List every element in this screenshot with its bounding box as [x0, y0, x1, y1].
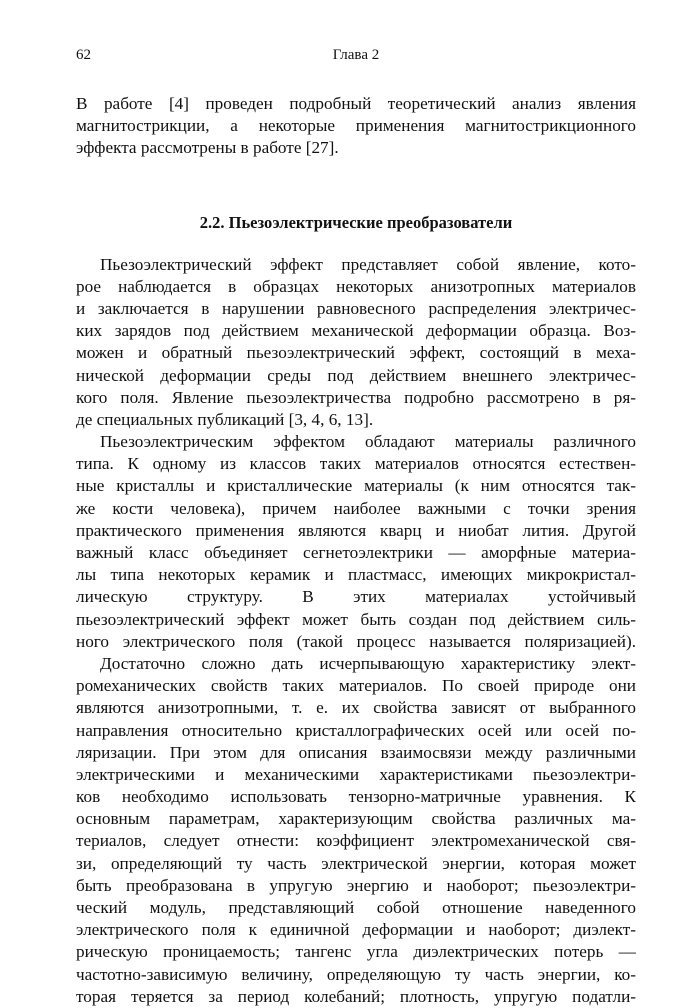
text-line: частотно-зависимую величину, определяющую ту часть энергии, ко- [76, 964, 636, 984]
text-line: ные кристаллы и кристаллические материалы (к ним относятся так- [76, 476, 636, 496]
text-line: ких зарядов под действием механической деформации образца. Воз- [76, 321, 636, 341]
text-line: эффекта рассмотрены в работе [27]. [76, 138, 339, 158]
text-line: же кости человека), причем наиболее важными с точки зрения [76, 498, 636, 518]
paragraph-2 [76, 431, 636, 653]
text-line: рое наблюдается в образцах некоторых анизотропных материалов [76, 276, 636, 296]
text-line: ляризации. При этом для описания взаимосвязи между различными [76, 742, 636, 762]
text-line: можен и обратный пьезоэлектрический эффект, состоящий в меха- [76, 343, 636, 363]
text-line: и заключается в нарушении равновесного распределения электричес- [76, 298, 636, 318]
page-body [76, 93, 636, 1008]
text-line: Пьезоэлектрический эффект представляет собой явление, кото- [100, 254, 636, 274]
text-line: ромеханических свойств таких материалов. По своей природе они [76, 676, 636, 696]
text-line: направления относительно кристаллографических осей или осей по- [76, 720, 636, 740]
intro-paragraph [76, 93, 636, 160]
page-number: 62 [76, 47, 91, 63]
text-line: ческий модуль, представляющий собой отношение наведенного [76, 898, 636, 917]
text-line: магнитострикции, а некоторые применения магнитострикционного [76, 116, 636, 136]
text-line: важный класс объединяет сегнетоэлектрики — аморфные материа- [76, 543, 636, 562]
text-line: являются анизотропными, т. е. их свойства зависят от выбранного [76, 698, 636, 718]
text-line: быть преобразована в упругую энергию и наоборот; пьезоэлектри- [76, 875, 636, 895]
text-line: электрическими и механическими характеристиками пьезоэлектри- [76, 764, 636, 784]
text-line: лы типа некоторых керамик и пластмасс, имеющих микрокристал- [76, 565, 636, 585]
text-line: типа. К одному из классов таких материалов относятся естествен- [76, 454, 636, 474]
running-header [76, 47, 636, 71]
text-line: пьезоэлектрический эффект может быть создан под действием силь- [76, 609, 636, 629]
text-line: рическую проницаемость; тангенс угла диэлектрических потерь — [76, 942, 636, 962]
text-line: ков необходимо использовать тензорно-матричные уравнения. К [76, 787, 636, 807]
section-heading: 2.2. Пьезоэлектрические преобразователи [199, 212, 513, 232]
text-line: Достаточно сложно дать исчерпывающую характеристику элект- [100, 653, 636, 673]
text-line: торая теряется за период колебаний; плотность, упругую податли- [76, 986, 636, 1006]
text-line: кого поля. Явление пьезоэлектричества подробно рассмотрено в ря- [76, 387, 636, 407]
text-line: зи, определяющий ту часть электрической энергии, которая может [76, 853, 636, 873]
text-line: Пьезоэлектрическим эффектом обладают материалы различного [100, 432, 636, 452]
text-line: нической деформации среды под действием внешнего электричес- [76, 365, 636, 385]
text-line: основным параметрам, характеризующим свойства различных ма- [76, 809, 636, 829]
text-line: практического применения являются кварц и ниобат лития. Другой [76, 520, 636, 540]
text-line: лическую структуру. В этих материалах устойчивый [76, 587, 636, 607]
chapter-title: Глава 2 [332, 47, 380, 63]
text-line: В работе [4] проведен подробный теоретический анализ явления [76, 94, 636, 113]
text-line: электрического поля к единичной деформации и наоборот; диэлект- [76, 920, 636, 940]
text-line: де специальных публикаций [3, 4, 6, 13]. [76, 409, 374, 429]
text-line: териалов, следует отнести: коэффициент электромеханической свя- [76, 831, 636, 851]
text-line: ного электрического поля (такой процесс называется поляризацией). [76, 631, 636, 651]
paragraph-3 [76, 653, 636, 1008]
paragraph-1 [76, 254, 636, 432]
